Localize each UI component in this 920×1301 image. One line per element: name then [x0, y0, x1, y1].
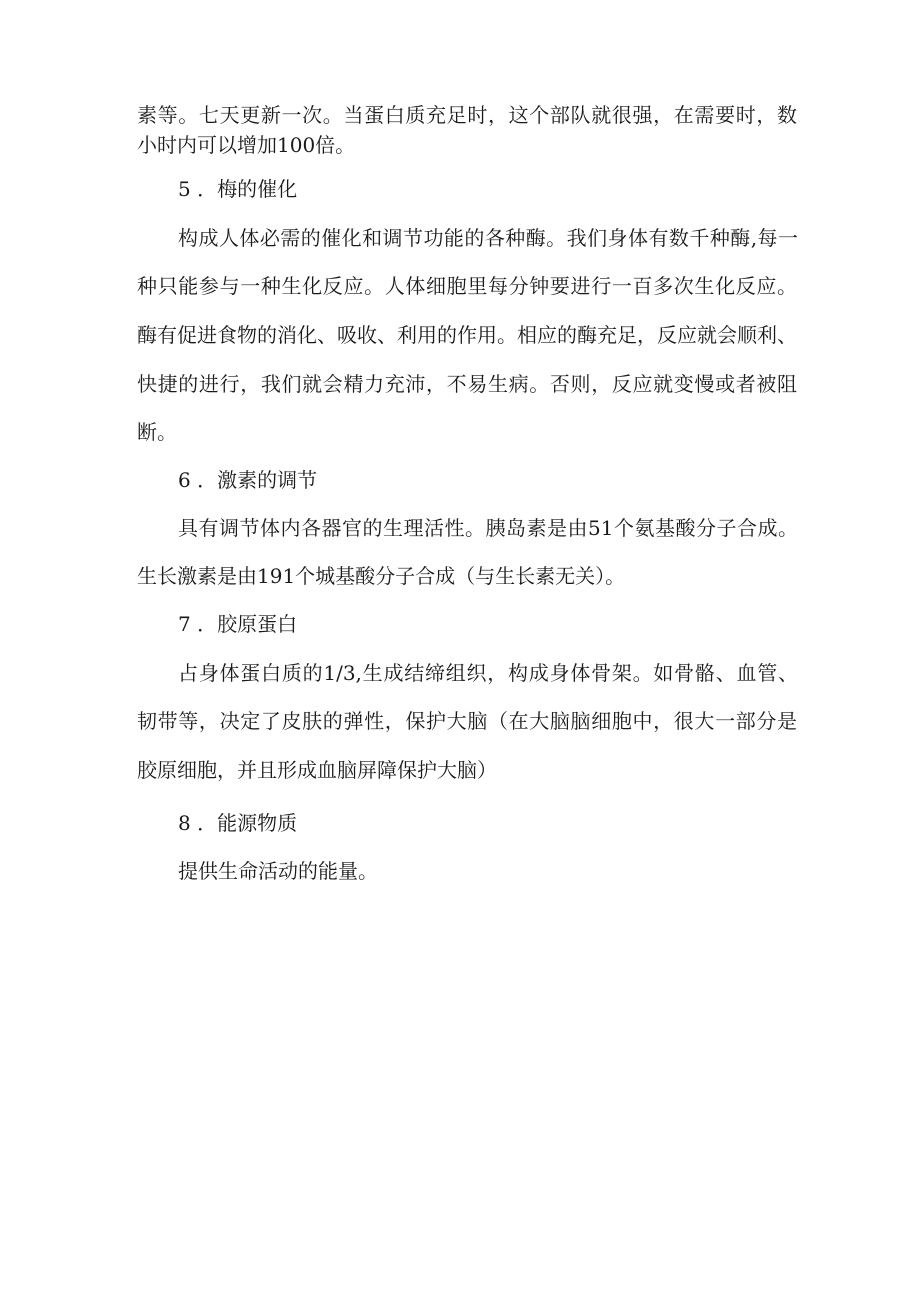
paragraph-line: 小时内可以增加100倍。 — [137, 133, 356, 157]
paragraph-line: 种只能参与一种生化反应。人体细胞里每分钟要进行一百多次生化反应。 — [137, 274, 797, 298]
section-heading: 7 ．胶原蛋白 — [178, 612, 298, 636]
paragraph-line: 具有调节体内各器官的生理活性。胰岛素是由51个氨基酸分子合成。 — [178, 516, 798, 540]
paragraph-line: 素等。七天更新一次。当蛋白质充足时，这个部队就很强，在需要时，数 — [137, 103, 797, 127]
paragraph-line: 占身体蛋白质的1/3,生成结缔组织，构成身体骨架。如骨骼、血管、 — [178, 661, 798, 685]
paragraph-line: 快捷的进行，我们就会精力充沛，不易生病。否则，反应就变慢或者被阻 — [137, 372, 797, 396]
paragraph-line: 韧带等，决定了皮肤的弹性，保护大脑（在大脑脑细胞中，很大一部分是 — [137, 709, 797, 733]
paragraph-line: 生长激素是由191个城基酸分子合成（与生长素无关）。 — [137, 564, 626, 588]
section-heading: 6 ．激素的调节 — [178, 468, 318, 492]
paragraph-line: 构成人体必需的催化和调节功能的各种酶。我们身体有数千种酶,每一 — [178, 226, 798, 250]
paragraph-line: 酶有促进食物的消化、吸收、利用的作用。相应的酶充足，反应就会顺利、 — [137, 323, 797, 347]
paragraph-line: 提供生命活动的能量。 — [178, 859, 378, 883]
section-heading: 5 ．梅的催化 — [178, 177, 298, 201]
paragraph-line: 断。 — [137, 420, 177, 444]
section-heading: 8 ．能源物质 — [178, 811, 298, 835]
paragraph-line: 胶原细胞，并且形成血脑屏障保护大脑） — [137, 758, 497, 782]
